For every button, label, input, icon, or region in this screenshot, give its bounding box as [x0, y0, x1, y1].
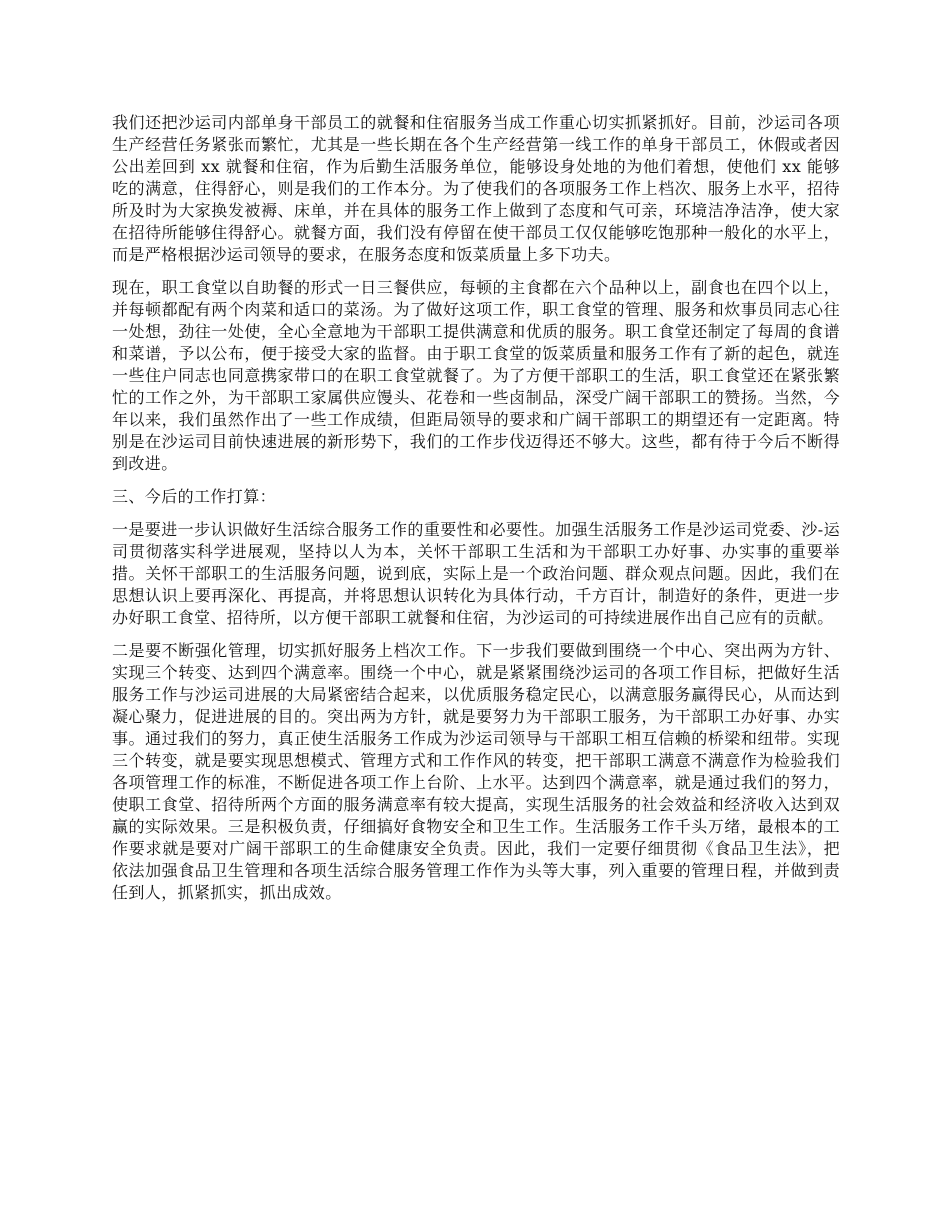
paragraph-dining-lodging: 我们还把沙运司内部单身干部员工的就餐和住宿服务当成工作重心切实抓紧抓好。目前，沙运司各项生产经营任务紧张而繁忙，尤其是一些长期在各个生产经营第一线工作的单身干部员工，休假或者因公出差回到 xx 就餐和住宿，作为后勤生活服务单位，能够设身处地的为他们着想，使他们 xx 能够吃的满意，住得舒心，则是我们的工作本分。为了使我们的各项服务工作上档次、服务上水平，招待所及时为大家换发被褥、床单，并在具体的服务工作上做到了态度和气可亲，环境洁净洁净，使大家在招待所能够住得舒心。就餐方面，我们没有停留在使干部员工仅仅能够吃饱那种一般化的水平上，而是严格根据沙运司领导的要求，在服务态度和饭菜质量上多下功夫。	[112, 113, 840, 264]
paragraph-plan-two: 二是要不断强化管理，切实抓好服务上档次工作。下一步我们要做到围绕一个中心、突出两为方针、实现三个转变、达到四个满意率。围绕一个中心，就是紧紧围绕沙运司的各项工作目标，把做好生活服务工作与沙运司进展的大局紧密结合起来，以优质服务稳定民心，以满意服务赢得民心，从而达到凝心聚力，促进进展的目的。突出两为方针，就是要努力为干部职工服务，为干部职工办好事、办实事。通过我们的努力，真正使生活服务工作成为沙运司领导与干部职工相互信赖的桥梁和纽带。实现三个转变，就是要实现思想模式、管理方式和工作作风的转变，把干部职工满意不满意作为检验我们各项管理工作的标准，不断促进各项工作上台阶、上水平。达到四个满意率，就是通过我们的努力，使职工食堂、招待所两个方面的服务满意率有较大提高，实现生活服务的社会效益和经济收入达到双赢的实际效果。三是积极负责，仔细搞好食物安全和卫生工作。生活服务工作千头万绪，最根本的工作要求就是要对广阔干部职工的生命健康安全负责。因此，我们一定要仔细贯彻《食品卫生法》，把依法加强食品卫生管理和各项生活综合服务管理工作作为头等大事，列入重要的管理日程，并做到责任到人，抓紧抓实，抓出成效。	[112, 641, 840, 902]
paragraph-staff-canteen: 现在，职工食堂以自助餐的形式一日三餐供应，每顿的主食都在六个品种以上，副食也在四个以上，并每顿都配有两个肉菜和适口的菜汤。为了做好这项工作，职工食堂的管理、服务和炊事员同志心往一处想，劲往一处使，全心全意地为干部职工提供满意和优质的服务。职工食堂还制定了每周的食谱和菜谱，予以公布，便于接受大家的监督。由于职工食堂的饭菜质量和服务工作有了新的起色，就连一些住户同志也同意携家带口的在职工食堂就餐了。为了方便干部职工的生活，职工食堂还在紧张繁忙的工作之外，为干部职工家属供应馒头、花卷和一些卤制品，深受广阔干部职工的赞扬。当然，今年以来，我们虽然作出了一些工作成绩，但距局领导的要求和广阔干部职工的期望还有一定距离。特别是在沙运司目前快速进展的新形势下，我们的工作步伐迈得还不够大。这些，都有待于今后不断得到改进。	[112, 278, 840, 473]
section-heading: 三、今后的工作打算：	[112, 487, 277, 506]
document-page	[112, 112, 840, 915]
paragraph-plan-one: 一是要进一步认识做好生活综合服务工作的重要性和必要性。加强生活服务工作是沙运司党委、沙-运司贯彻落实科学进展观，坚持以人为本，关怀干部职工生活和为干部职工办好事、办实事的重要举措。关怀干部职工的生活服务问题，说到底，实际上是一个政治问题、群众观点问题。因此，我们在思想认识上要再深化、再提高，并将思想认识转化为具体行动，千方百计，制造好的条件，更进一步办好职工食堂、招待所，以方便干部职工就餐和住宿，为沙运司的可持续进展作出自己应有的贡献。	[112, 520, 840, 627]
